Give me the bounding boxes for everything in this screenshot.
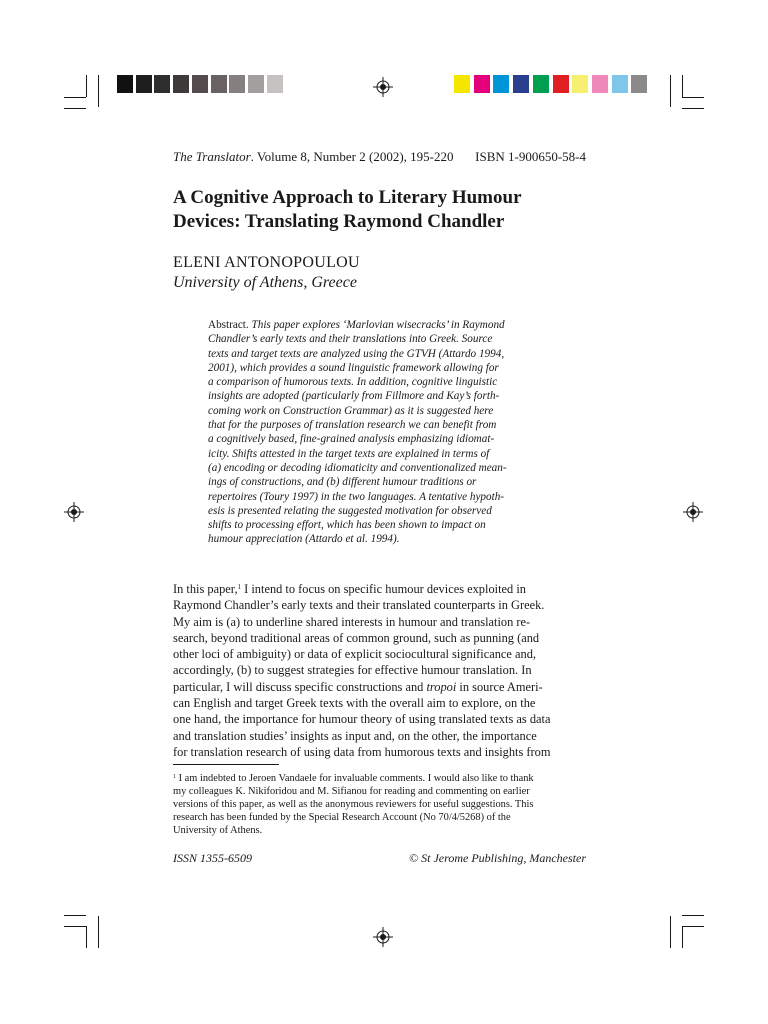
- isbn: ISBN 1-900650-58-4: [475, 149, 586, 164]
- crop-mark: [64, 915, 86, 916]
- process-color-swatch: [513, 75, 529, 93]
- body-line: My aim is (a) to underline shared interests in humour and translation re-: [173, 614, 531, 629]
- crop-mark: [682, 915, 704, 916]
- gray-swatch: [211, 75, 227, 93]
- crop-mark: [64, 97, 86, 98]
- abstract-line: that for the purposes of translation research we can benefit from: [208, 419, 497, 432]
- abstract-line: repertoires (Toury 1997) in the two languages. A tentative hypoth-: [208, 490, 505, 503]
- process-color-swatch: [493, 75, 509, 93]
- body-line: and translation studies’ insights as input and, on the other, the importance: [173, 728, 537, 743]
- author-name: ELENI ANTONOPOULOU: [173, 254, 360, 271]
- abstract-line: insights are adopted (particularly from Fillmore and Kay’s forth-: [208, 390, 500, 403]
- body-line: Raymond Chandler’s early texts and their translated counterparts in Greek.: [173, 598, 545, 613]
- footnote-line: my colleagues K. Nikiforidou and M. Sifianou for reading and commenting on earlier: [173, 786, 530, 797]
- process-color-swatch: [631, 75, 647, 93]
- body-paragraph: [173, 581, 586, 760]
- crop-mark: [98, 916, 99, 948]
- crop-mark: [64, 926, 86, 927]
- gray-swatch: [136, 75, 152, 93]
- gray-swatch: [154, 75, 170, 93]
- abstract-line: (a) encoding or decoding idiomaticity and conventionalized mean-: [208, 461, 507, 474]
- body-line: can English and target Greek texts with the overall aim to explore, on the: [173, 696, 536, 711]
- registration-mark-icon: [373, 77, 393, 97]
- process-color-swatch: [454, 75, 470, 93]
- footnote-line: University of Athens.: [173, 825, 263, 836]
- abstract-line: a comparison of humorous texts. In addition, cognitive linguistic: [208, 376, 498, 389]
- footnote: [173, 772, 586, 837]
- process-color-swatch: [612, 75, 628, 93]
- crop-mark: [682, 97, 704, 98]
- body-line: search, beyond traditional areas of common ground, such as punning (and: [173, 630, 540, 645]
- crop-mark: [682, 926, 704, 927]
- body-line: particular, I will discuss specific constructions and tropoi in source Ameri-: [173, 679, 543, 694]
- crop-mark: [86, 75, 87, 97]
- abstract-line: a cognitively based, fine-grained analysis emphasizing idiomat-: [208, 433, 495, 446]
- footnote-line: research has been funded by the Special Research Account (No 70/4/5268) of the: [173, 812, 511, 823]
- gray-swatch: [173, 75, 189, 93]
- gray-swatch: [229, 75, 245, 93]
- crop-mark: [670, 75, 671, 107]
- footnote-number: 1: [173, 774, 176, 780]
- process-color-swatch: [553, 75, 569, 93]
- crop-mark: [670, 916, 671, 948]
- body-line: accordingly, (b) to suggest strategies for effective humour translation. In: [173, 663, 532, 678]
- journal-header: [173, 149, 586, 165]
- registration-mark-icon: [64, 502, 84, 522]
- issn: ISSN 1355-6509: [173, 851, 252, 865]
- abstract-line: texts and target texts are analyzed using the GTVH (Attardo 1994,: [208, 347, 505, 360]
- author-affiliation: University of Athens, Greece: [173, 274, 357, 291]
- body-line: for translation research of using data from humorous texts and insights from: [173, 744, 551, 759]
- emphasis-tropoi: tropoi: [426, 679, 457, 694]
- body-line: In this paper,$^1$ I intend to focus on specific humour devices exploited in: [173, 582, 526, 596]
- crop-mark: [86, 926, 87, 948]
- abstract-line: shifts to processing effort, which has been shown to impact on: [208, 519, 486, 532]
- registration-mark-icon: [683, 502, 703, 522]
- body-line: one hand, the importance for humour theory of using translated texts as data: [173, 712, 551, 727]
- process-color-swatch: [592, 75, 608, 93]
- body-line: other loci of ambiguity) or data of explicit sociocultural significance and,: [173, 647, 536, 662]
- abstract-line: Abstract. This paper explores ‘Marlovian wisecracks’ in Raymond: [208, 319, 505, 331]
- publisher: © St Jerome Publishing, Manchester: [409, 851, 586, 865]
- abstract: [208, 318, 549, 547]
- footnote-rule: [173, 764, 279, 765]
- abstract-line: ings of constructions, and (b) different humour traditions or: [208, 476, 477, 489]
- crop-mark: [64, 108, 86, 109]
- abstract-line: esis is presented relating the suggested motivation for observed: [208, 504, 492, 517]
- article-title: [173, 186, 593, 234]
- footnote-line: $^1$ I am indebted to Jeroen Vandaele for invaluable comments. I would also like to thank: [173, 773, 534, 784]
- abstract-line: coming work on Construction Grammar) as it is suggested here: [208, 404, 494, 417]
- title-line: Devices: Translating Raymond Chandler: [173, 211, 505, 232]
- gray-swatch: [117, 75, 133, 93]
- abstract-line: icity. Shifts attested in the target texts are explained in terms of: [208, 447, 490, 460]
- process-color-swatch: [572, 75, 588, 93]
- journal-name: The Translator: [173, 149, 251, 164]
- journal-details: . Volume 8, Number 2 (2002), 195-220: [250, 149, 454, 164]
- registration-mark-icon: [373, 927, 393, 947]
- crop-mark: [682, 926, 683, 948]
- crop-mark: [682, 75, 683, 97]
- abstract-line: 2001), which provides a sound linguistic framework allowing for: [208, 361, 499, 374]
- abstract-line: humour appreciation (Attardo et al. 1994).: [208, 533, 400, 546]
- footnote-ref: 1: [237, 583, 242, 591]
- process-color-swatch: [533, 75, 549, 93]
- gray-swatch: [248, 75, 264, 93]
- footnote-line: versions of this paper, as well as the anonymous reviewers for useful suggestions. This: [173, 799, 534, 810]
- abstract-label: Abstract.: [208, 319, 252, 331]
- crop-mark: [682, 108, 704, 109]
- abstract-line: Chandler’s early texts and their translations into Greek. Source: [208, 333, 493, 346]
- process-color-swatch: [474, 75, 490, 93]
- title-line: A Cognitive Approach to Literary Humour: [173, 187, 522, 208]
- gray-swatch: [267, 75, 283, 93]
- crop-mark: [98, 75, 99, 107]
- gray-swatch: [192, 75, 208, 93]
